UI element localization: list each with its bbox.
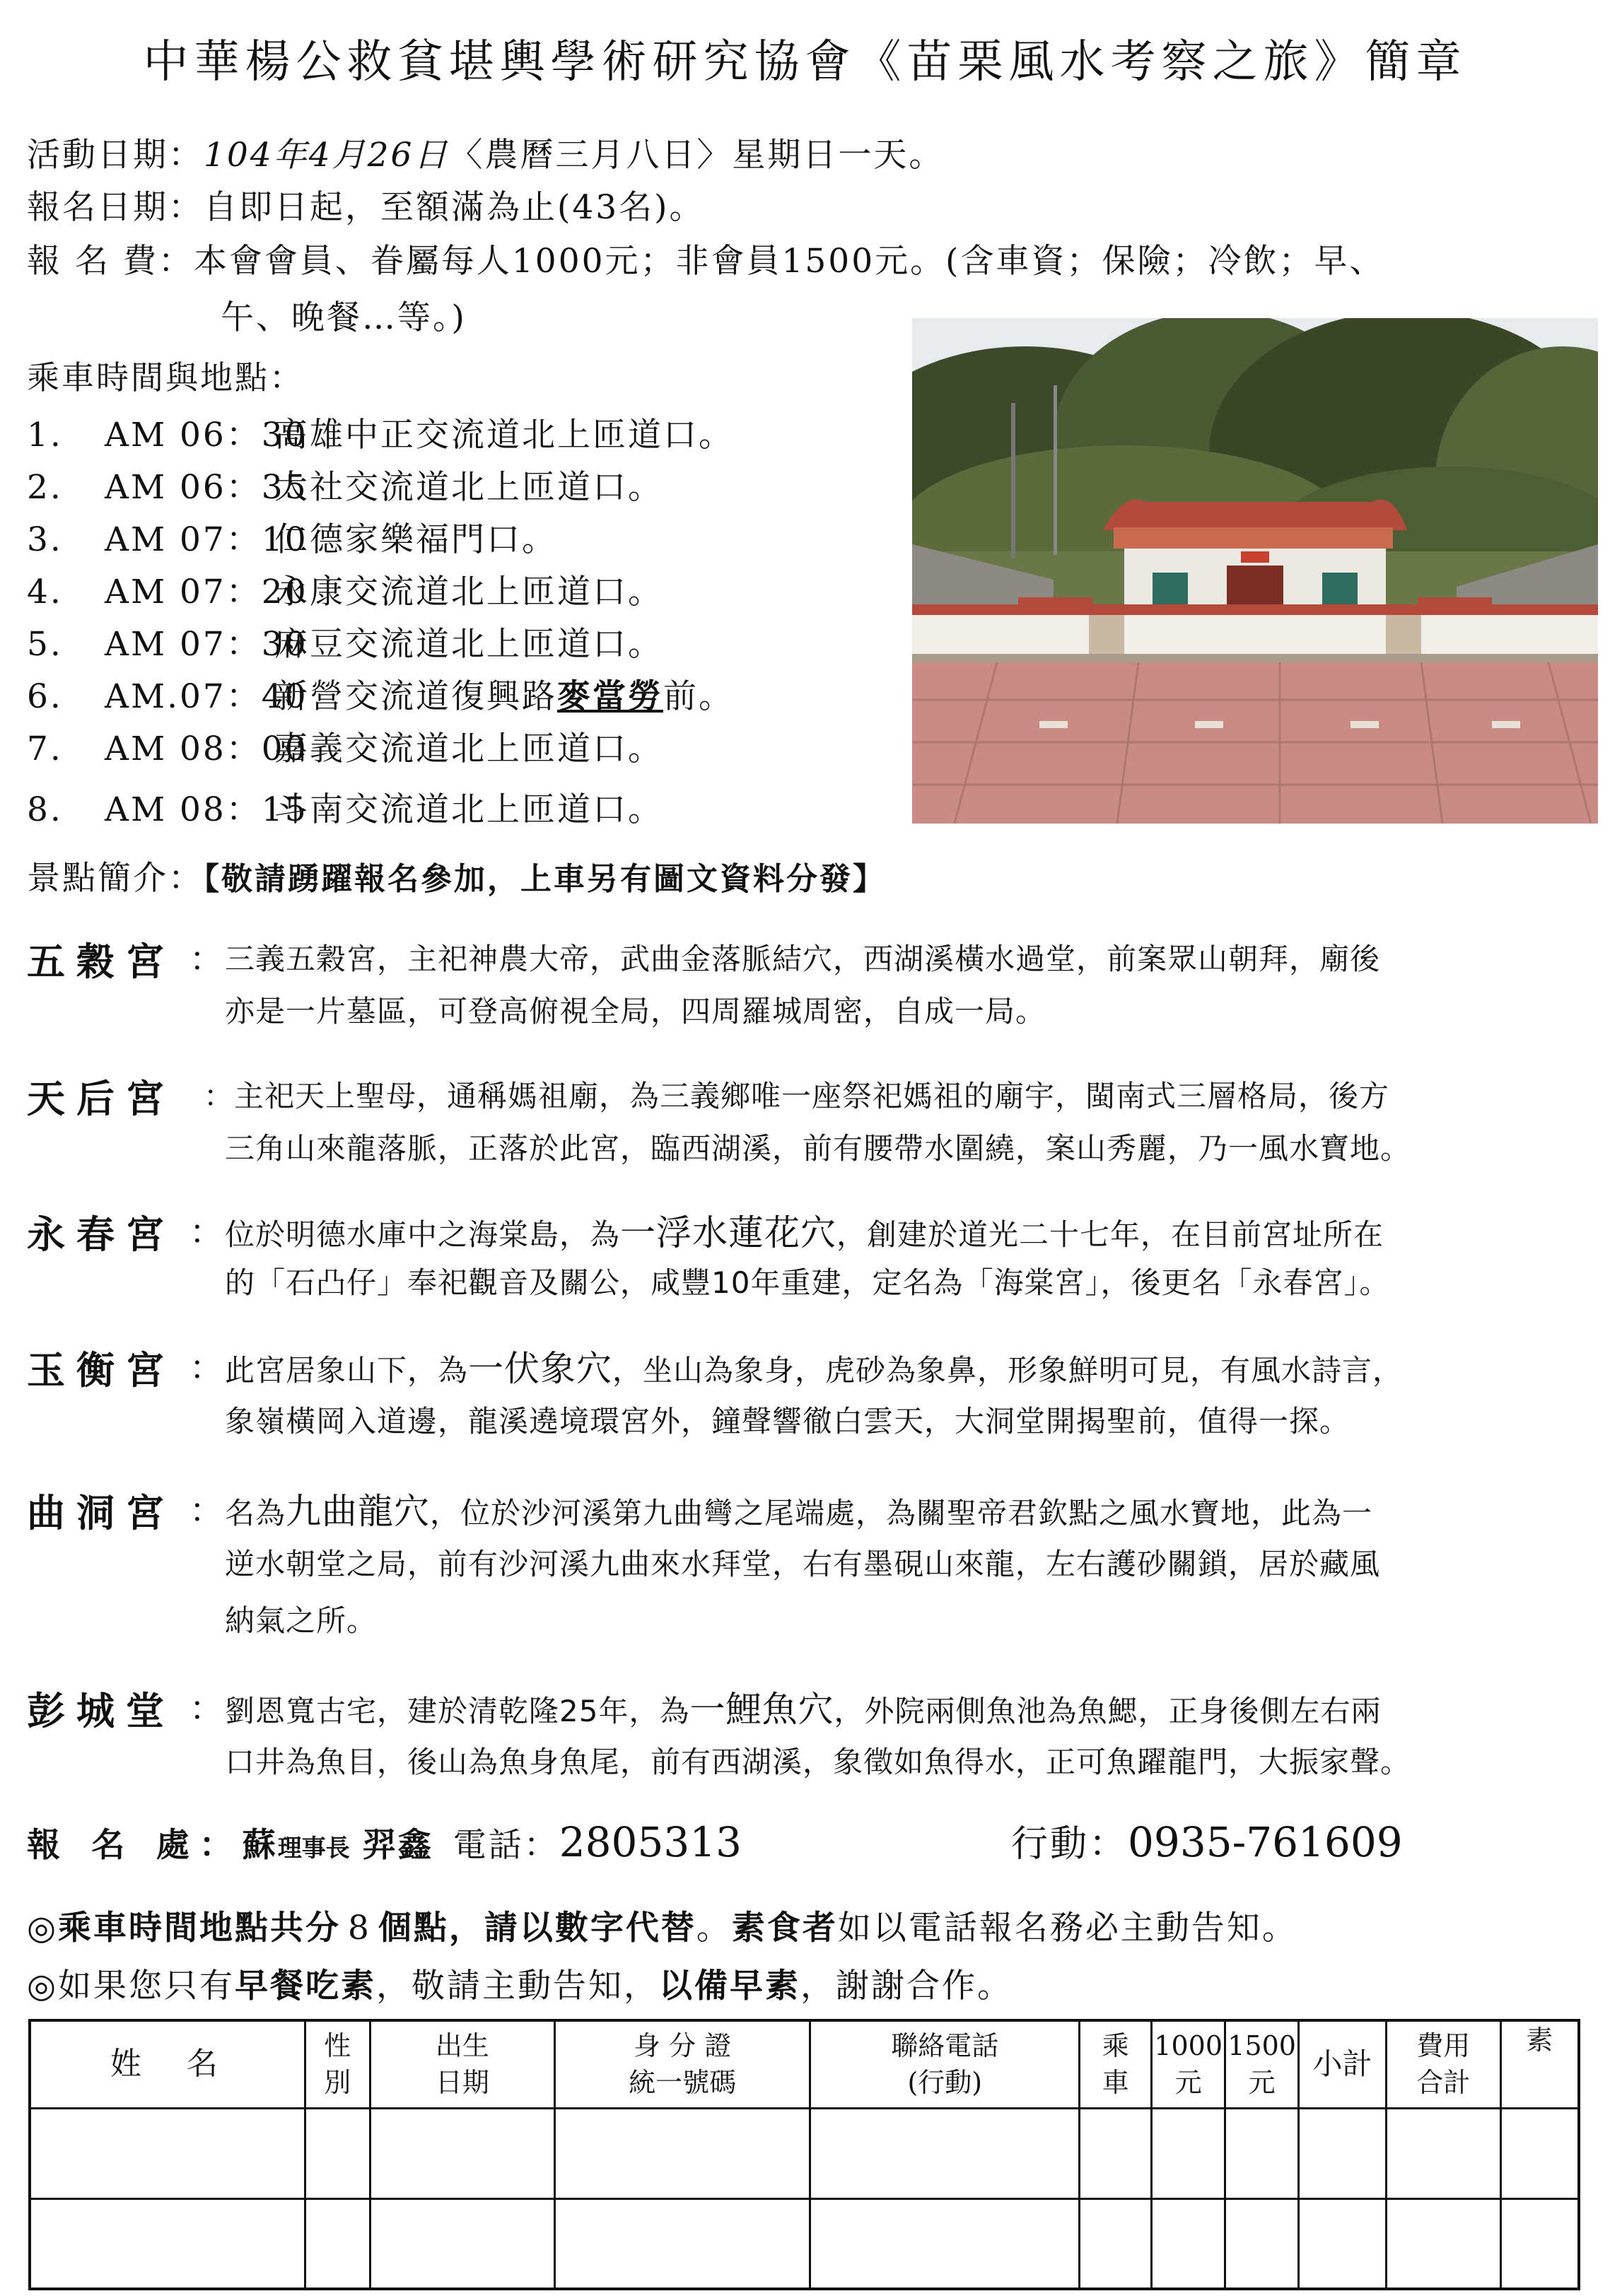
site-name: 曲洞宮 bbox=[27, 1490, 175, 1535]
pickup-item: 1. AM 06：30高雄中正交流道北上匝道口。 bbox=[27, 416, 734, 455]
contact-tel: 2805313 bbox=[559, 1818, 742, 1866]
col-header-1000: 1000 元 bbox=[1152, 2020, 1225, 2108]
id-cell[interactable] bbox=[555, 2198, 810, 2289]
site-feature: 一伏象穴 bbox=[468, 1348, 613, 1389]
fee-1500-cell[interactable] bbox=[1225, 2108, 1299, 2198]
col-header-name: 姓 名 bbox=[30, 2020, 305, 2108]
contact-person: 蘇 bbox=[242, 1826, 278, 1865]
pickup-item: 3. AM 07：10仁德家樂福門口。 bbox=[27, 520, 557, 559]
col-header-id: 身 分 證 統一號碼 bbox=[555, 2020, 810, 2108]
id-cell[interactable] bbox=[555, 2108, 810, 2198]
activity-date bbox=[27, 129, 944, 176]
col-header-birth: 出生 日期 bbox=[370, 2020, 554, 2108]
registration-form-table bbox=[28, 2019, 1580, 2290]
page-title: 中華楊公救貧堪輿學術研究協會《苗栗風水考察之旅》簡章 bbox=[143, 36, 1467, 88]
site-name: 玉衡宮 bbox=[27, 1347, 175, 1393]
site-feature: 一浮水蓮花穴 bbox=[620, 1212, 837, 1253]
pickup-item: 2. AM 06：35大社交流道北上匝道口。 bbox=[27, 468, 663, 507]
pickup-item: 7. AM 08：00嘉義交流道北上匝道口。 bbox=[27, 730, 663, 768]
gender-cell[interactable] bbox=[305, 2108, 370, 2198]
date-rest: 〈農曆三月八日〉星期日一天。 bbox=[449, 136, 945, 175]
temple-photo bbox=[912, 318, 1598, 824]
site-desc-line: 納氣之所。 bbox=[225, 1603, 378, 1638]
signup-label: 報名日期： bbox=[27, 188, 204, 227]
note-line-2: ◎如果您只有早餐吃素，敬請主動告知，以備早素，謝謝合作。 bbox=[27, 1967, 1013, 2005]
site-desc-line: 口井為魚目，後山為魚身魚尾，前有西湖溪，象徵如魚得水，正可魚躍龍門，大振家聲。 bbox=[225, 1745, 1411, 1779]
sites-intro-note: 【敬請踴躍報名參加，上車另有圖文資料分發】 bbox=[204, 861, 886, 897]
vegetarian-cell[interactable] bbox=[1500, 2108, 1579, 2198]
phone-cell[interactable] bbox=[810, 2198, 1080, 2289]
date-label: 活動日期： bbox=[27, 136, 204, 175]
site-feature: 一鯉魚穴 bbox=[689, 1689, 834, 1730]
birth-cell[interactable] bbox=[370, 2198, 554, 2289]
total-cell[interactable] bbox=[1386, 2108, 1500, 2198]
sites-intro bbox=[27, 852, 886, 899]
site-name: 永春宮 bbox=[27, 1212, 175, 1257]
signup-value: 自即日起，至額滿為止(43名)。 bbox=[204, 188, 705, 227]
contact-label: 報 名 處： bbox=[27, 1826, 243, 1865]
fee-1000-cell[interactable] bbox=[1152, 2108, 1225, 2198]
col-header-subtotal: 小計 bbox=[1299, 2020, 1387, 2108]
fee-1500-cell[interactable] bbox=[1225, 2198, 1299, 2289]
site-feature: 九曲龍穴 bbox=[286, 1491, 431, 1532]
fee-value-2: 午、晚餐…等。) bbox=[221, 298, 467, 337]
site-desc-line: 逆水朝堂之局，前有沙河溪九曲來水拜堂，右有墨硯山來龍，左右護砂關鎖，居於藏風 bbox=[225, 1547, 1381, 1581]
col-header-vegetarian: 素 bbox=[1500, 2020, 1579, 2108]
table-header-row bbox=[30, 2020, 1579, 2108]
pickup-heading: 乘車時間與地點： bbox=[27, 358, 304, 397]
subtotal-cell[interactable] bbox=[1299, 2108, 1387, 2198]
fee-line bbox=[27, 235, 1384, 282]
site-name: 彭城堂 bbox=[27, 1688, 175, 1733]
contact-line: 報 名 處：蘇理事長 羿鑫 電話：2805313 bbox=[27, 1818, 742, 1866]
signup-date bbox=[27, 181, 704, 228]
table-row[interactable] bbox=[30, 2108, 1579, 2198]
name-cell[interactable] bbox=[30, 2108, 305, 2198]
fee-label: 報 名 費： bbox=[27, 242, 194, 281]
site-desc-line: 亦是一片墓區，可登高俯視全局，四周羅城周密，自成一局。 bbox=[225, 994, 1046, 1029]
table-row[interactable] bbox=[30, 2198, 1579, 2289]
subtotal-cell[interactable] bbox=[1299, 2198, 1387, 2289]
col-header-gender: 性 別 bbox=[305, 2020, 370, 2108]
site-desc-line: 三義五穀宮，主祀神農大帝，武曲金落脈結穴，西湖溪橫水過堂，前案眾山朝拜，廟後 bbox=[225, 942, 1381, 976]
sites-intro-label: 景點簡介： bbox=[27, 859, 204, 898]
vegetarian-cell[interactable] bbox=[1500, 2198, 1579, 2289]
fee-1000-cell[interactable] bbox=[1152, 2198, 1225, 2289]
col-header-ride: 乘 車 bbox=[1080, 2020, 1152, 2108]
site-desc-line: 位於明德水庫中之海棠島，為一浮水蓮花穴，創建於道光二十七年，在目前宮址所在 bbox=[225, 1212, 1384, 1253]
pickup-item: 8. AM 08：15斗南交流道北上匝道口。 bbox=[27, 790, 663, 829]
gender-cell[interactable] bbox=[305, 2198, 370, 2289]
site-desc-line: 三角山來龍落脈，正落於此宮，臨西湖溪，前有腰帶水圍繞，案山秀麗，乃一風水寶地。 bbox=[225, 1131, 1411, 1166]
site-desc-line: ：主祀天上聖母，通稱媽祖廟，為三義鄉唯一座祭祀媽祖的廟宇，閩南式三層格局，後方 bbox=[204, 1079, 1390, 1113]
mcdonalds-label: 麥當勞 bbox=[557, 677, 663, 716]
note-line-1: ◎乘車時間地點共分 8 個點，請以數字代替。素食者如以電話報名務必主動告知。 bbox=[27, 1909, 1297, 1948]
site-name: 五穀宮 bbox=[27, 939, 175, 984]
total-cell[interactable] bbox=[1386, 2198, 1500, 2289]
site-desc-line: 的「石凸仔」奉祀觀音及關公，咸豐10年重建，定名為「海棠宮」，後更名「永春宮」。 bbox=[225, 1265, 1390, 1300]
site-desc-line: 名為九曲龍穴，位於沙河溪第九曲彎之尾端處，為關聖帝君欽點之風水寶地，此為一 bbox=[225, 1491, 1373, 1532]
site-desc-line: 劉恩寬古宅，建於清乾隆25年，為一鯉魚穴，外院兩側魚池為魚鰓，正身後側左右兩 bbox=[225, 1689, 1382, 1730]
name-cell[interactable] bbox=[30, 2198, 305, 2289]
birth-cell[interactable] bbox=[370, 2108, 554, 2198]
col-header-1500: 1500 元 bbox=[1225, 2020, 1299, 2108]
col-header-phone: 聯絡電話 (行動) bbox=[810, 2020, 1080, 2108]
flyer-page: 中華楊公救貧堪輿學術研究協會《苗栗風水考察之旅》簡章 活動日期：104年4月26日〈農曆三月八日〉星期日一天。 報名日期：自即日起，至額滿為止(43名)。 報 名 費：本會會員、眷屬每人1000元；非會員1500元。(含車資；保險；冷飲；早、 午、晚餐…等。) 乘車時間與地點： 1. AM 06：30高雄中正交流道北上匝道口。 2. AM 06：35大社交流道北上匝道口。 3. AM 07：10仁德家樂福門口。 4. AM 07：20永康交流道北上匝道口。 5. AM 07：30麻豆交流道北上匝道口。 6. AM.07：40新營交流道復興路麥當勞前。 7. AM 08：00嘉義交流道北上匝道口。 8. AM 08：15斗南交流道北上匝道口。 景點簡介：【敬請踴躍報名參加，上車另有圖文資料分發】 五穀宮 ： 三義五穀宮，主祀神農大帝，武曲金落脈結穴，西湖溪橫水過堂，前案眾山朝拜，廟後 亦是一片墓區，可登高俯視全局，四周羅城周密，自成一局。 天后宮 ：主祀天上聖母，通稱媽祖廟，為三義鄉唯一座祭祀媽祖的廟宇，閩南式三層格局，後方 三角山來龍落脈，正落於此宮，臨西湖溪，前有腰帶水圍繞，案山秀麗，乃一風水寶地。 永春宮 ： 位於明德水庫中之海棠島，為一浮水蓮花穴，創建於道光二十七年，在目前宮址所在 的「石凸仔」奉祀觀音及關公，咸豐10年重建，定名為「海棠宮」，後更名「永春宮」。 玉衡宮 ： 此宮居象山下，為一伏象穴，坐山為象身，虎砂為象鼻，形象鮮明可見，有風水詩言， 象嶺橫岡入道邊，龍溪遶境環宮外，鐘聲響徹白雲天，大洞堂開揭聖前，值得一探。 曲洞宮 ： 名為九曲龍穴，位於沙河溪第九曲彎之尾端處，為關聖帝君欽點之風水寶地，此為一 逆水朝堂之局，前有沙河溪九曲來水拜堂，右有墨硯山來龍，左右護砂關鎖，居於藏風 納氣之所。 彭城堂 ： 劉恩寬古宅，建於清乾隆25年，為一鯉魚穴，外院兩側魚池為魚鰓，正身後側左右兩 口井為魚目，後山為魚身魚尾，前有西湖溪，象徵如魚得水，正可魚躍龍門，大振家聲。 報 名 處：蘇理事長 羿鑫 電話：2805313 行動：0935-761609 ◎乘車時間地點共分 8 個點，請以數字代替。素食者如以電話報名務必主動告知。 ◎如果您只有早餐吃素，敬請主動告知，以備早素，謝謝合作。 姓 名 性 別 出生 日期 身 分 證 統一號碼 聯絡電話 (行動) 乘 車 1000 元 1500 元 小計 費用 合計 素 bbox=[0, 0, 1610, 2296]
contact-mobile: 行動：0935-761609 bbox=[1011, 1818, 1403, 1866]
pickup-item: 6. AM.07：40新營交流道復興路麥當勞前。 bbox=[27, 677, 734, 716]
site-desc-line: 此宮居象山下，為一伏象穴，坐山為象身，虎砂為象鼻，形象鮮明可見，有風水詩言， bbox=[225, 1348, 1404, 1389]
pickup-item: 4. AM 07：20永康交流道北上匝道口。 bbox=[27, 573, 663, 611]
pickup-item: 5. AM 07：30麻豆交流道北上匝道口。 bbox=[27, 625, 663, 664]
phone-cell[interactable] bbox=[810, 2108, 1080, 2198]
ride-cell[interactable] bbox=[1080, 2198, 1152, 2289]
site-name: 天后宮 bbox=[27, 1076, 175, 1121]
fee-value-1: 本會會員、眷屬每人1000元；非會員1500元。(含車資；保險；冷飲；早、 bbox=[193, 242, 1385, 281]
date-value: 104年4月26日 bbox=[204, 136, 450, 175]
ride-cell[interactable] bbox=[1080, 2108, 1152, 2198]
col-header-total: 費用 合計 bbox=[1386, 2020, 1500, 2108]
site-desc-line: 象嶺橫岡入道邊，龍溪遶境環宮外，鐘聲響徹白雲天，大洞堂開揭聖前，值得一探。 bbox=[225, 1404, 1351, 1439]
